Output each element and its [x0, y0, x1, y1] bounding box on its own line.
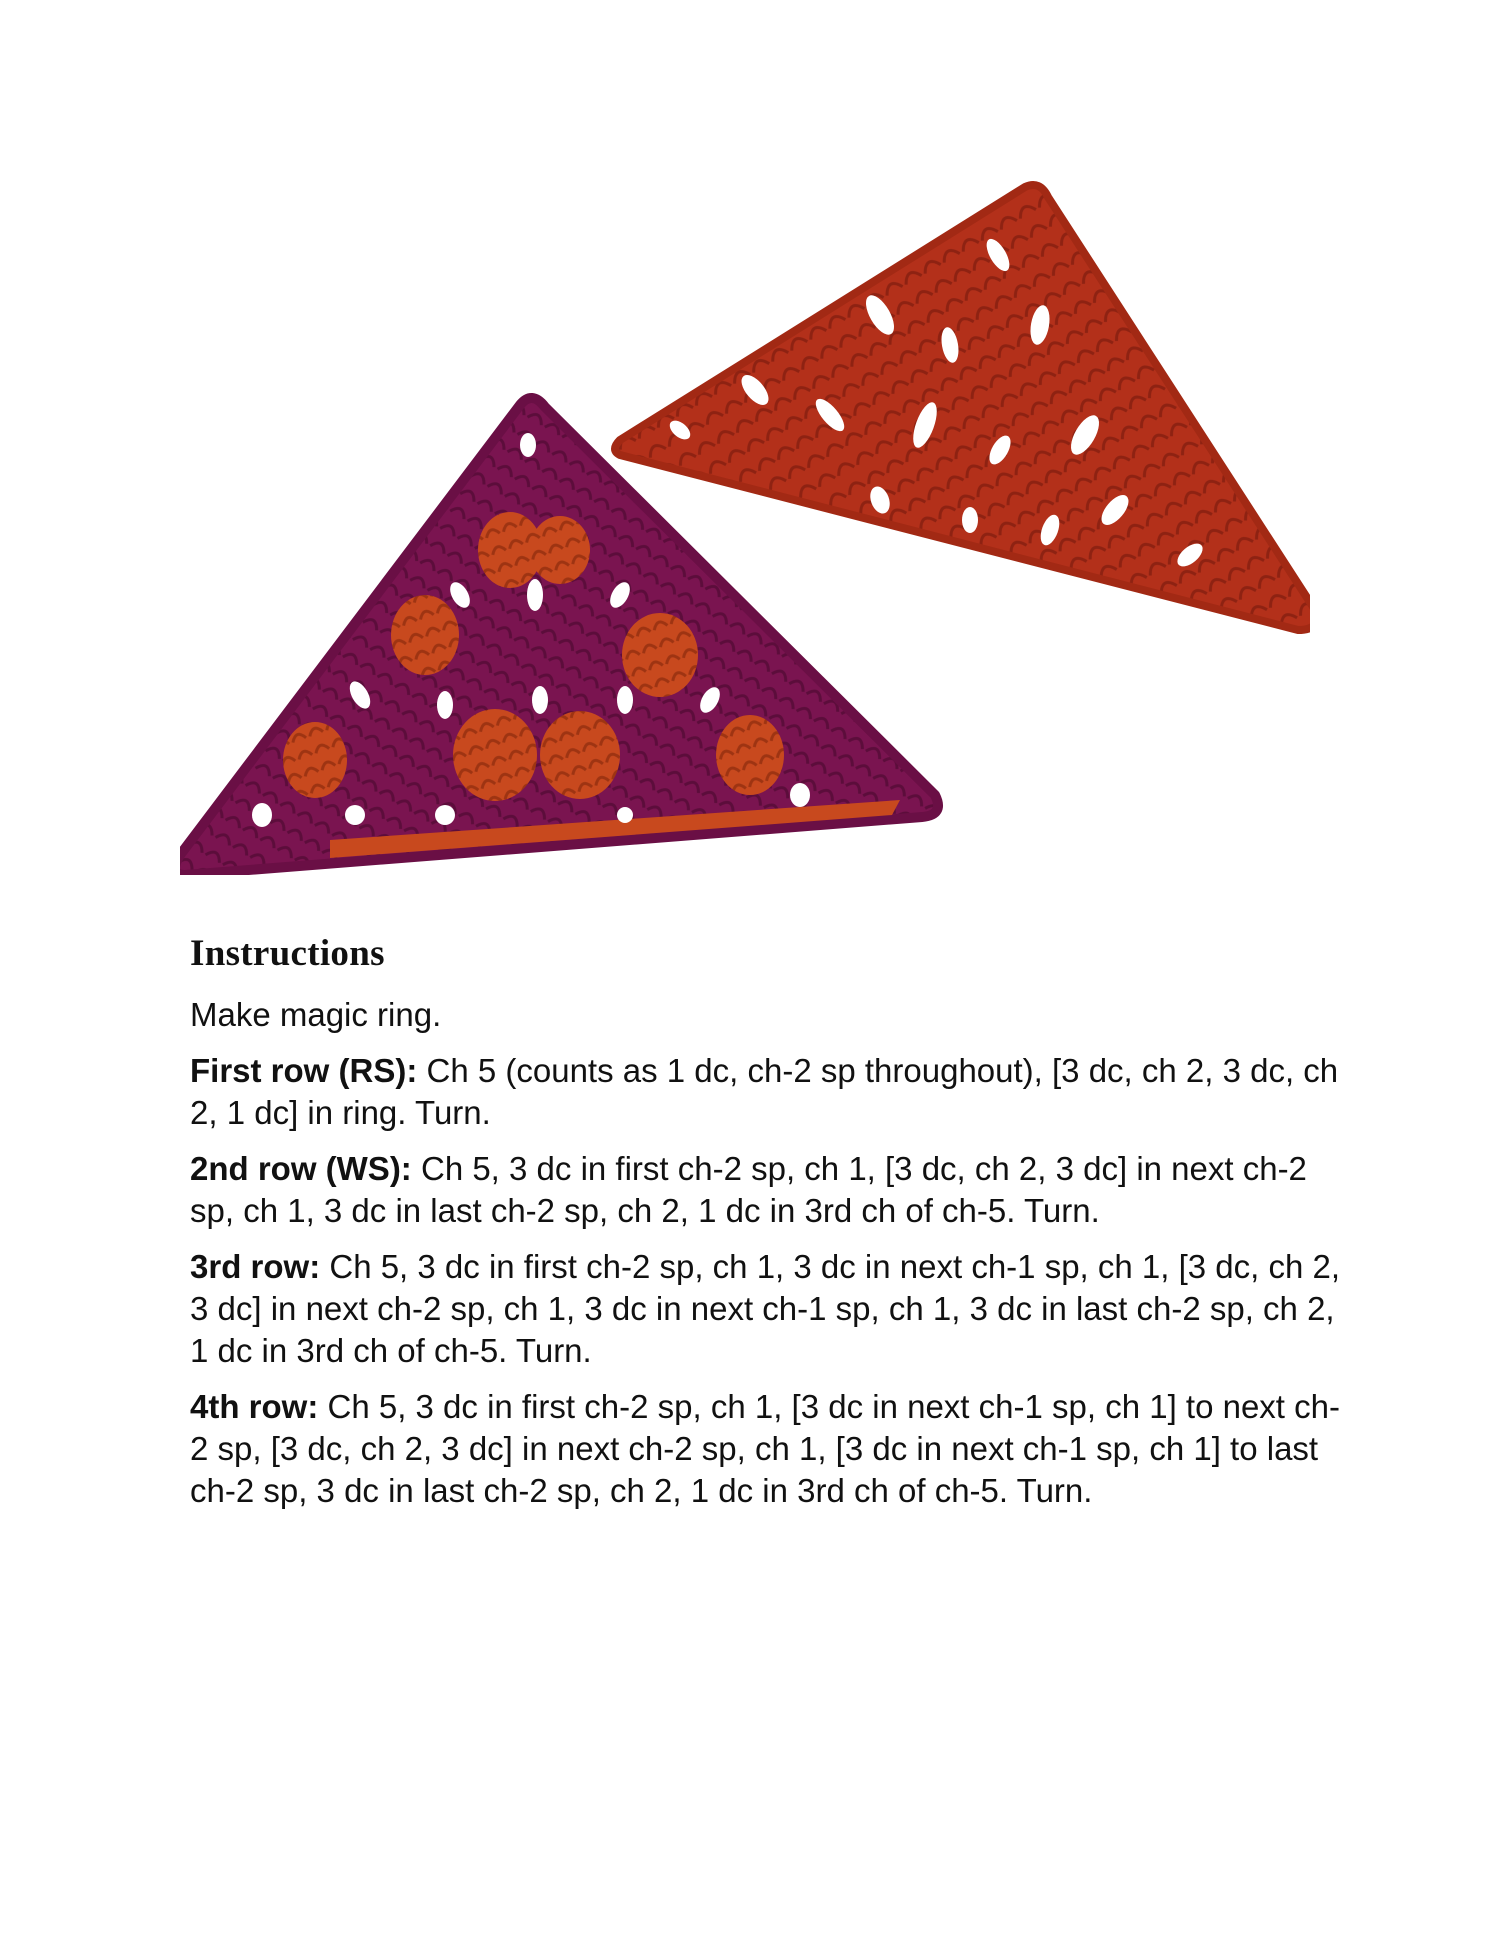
- row-3-label: 3rd row:: [190, 1248, 321, 1285]
- intro-paragraph: Make magic ring.: [190, 996, 442, 1033]
- row-4-paragraph: [190, 1386, 1350, 1512]
- row-1-paragraph: [190, 1050, 1350, 1134]
- row-4-text: Ch 5, 3 dc in first ch-2 sp, ch 1, [3 dc in next ch-1 sp, ch 1] to next ch-2 sp, [3 dc, ch 2, 3 dc] in next ch-2 sp, ch 1, [3 dc in next ch-1 sp, ch 1] to last ch-2 sp, 3 dc in last ch-2 sp, ch 2, 1 dc in 3rd ch of ch-5. Turn.: [190, 1388, 1340, 1509]
- row-2-text: Ch 5, 3 dc in first ch-2 sp, ch 1, [3 dc, ch 2, 3 dc] in next ch-2 sp, ch 1, 3 dc in last ch-2 sp, ch 2, 1 dc in 3rd ch of ch-5. Turn.: [190, 1150, 1307, 1229]
- instructions-section: [190, 930, 1350, 1526]
- crochet-triangles-photo: [180, 175, 1310, 875]
- row-1-label: First row (RS):: [190, 1052, 418, 1089]
- rust-triangle: [615, 185, 1310, 630]
- row-2-label: 2nd row (WS):: [190, 1150, 412, 1187]
- row-2-paragraph: [190, 1148, 1350, 1232]
- row-3-paragraph: [190, 1246, 1350, 1372]
- row-3-text: Ch 5, 3 dc in first ch-2 sp, ch 1, 3 dc in next ch-1 sp, ch 1, [3 dc, ch 2, 3 dc] in next ch-2 sp, ch 1, 3 dc in next ch-1 sp, ch 1, 3 dc in last ch-2 sp, ch 2, 1 dc in 3rd ch of ch-5. Turn.: [190, 1248, 1341, 1369]
- instructions-heading: Instructions: [190, 933, 385, 974]
- row-4-label: 4th row:: [190, 1388, 319, 1425]
- row-1-text: Ch 5 (counts as 1 dc, ch-2 sp throughout), [3 dc, ch 2, 3 dc, ch 2, 1 dc] in ring. Turn.: [190, 1052, 1339, 1131]
